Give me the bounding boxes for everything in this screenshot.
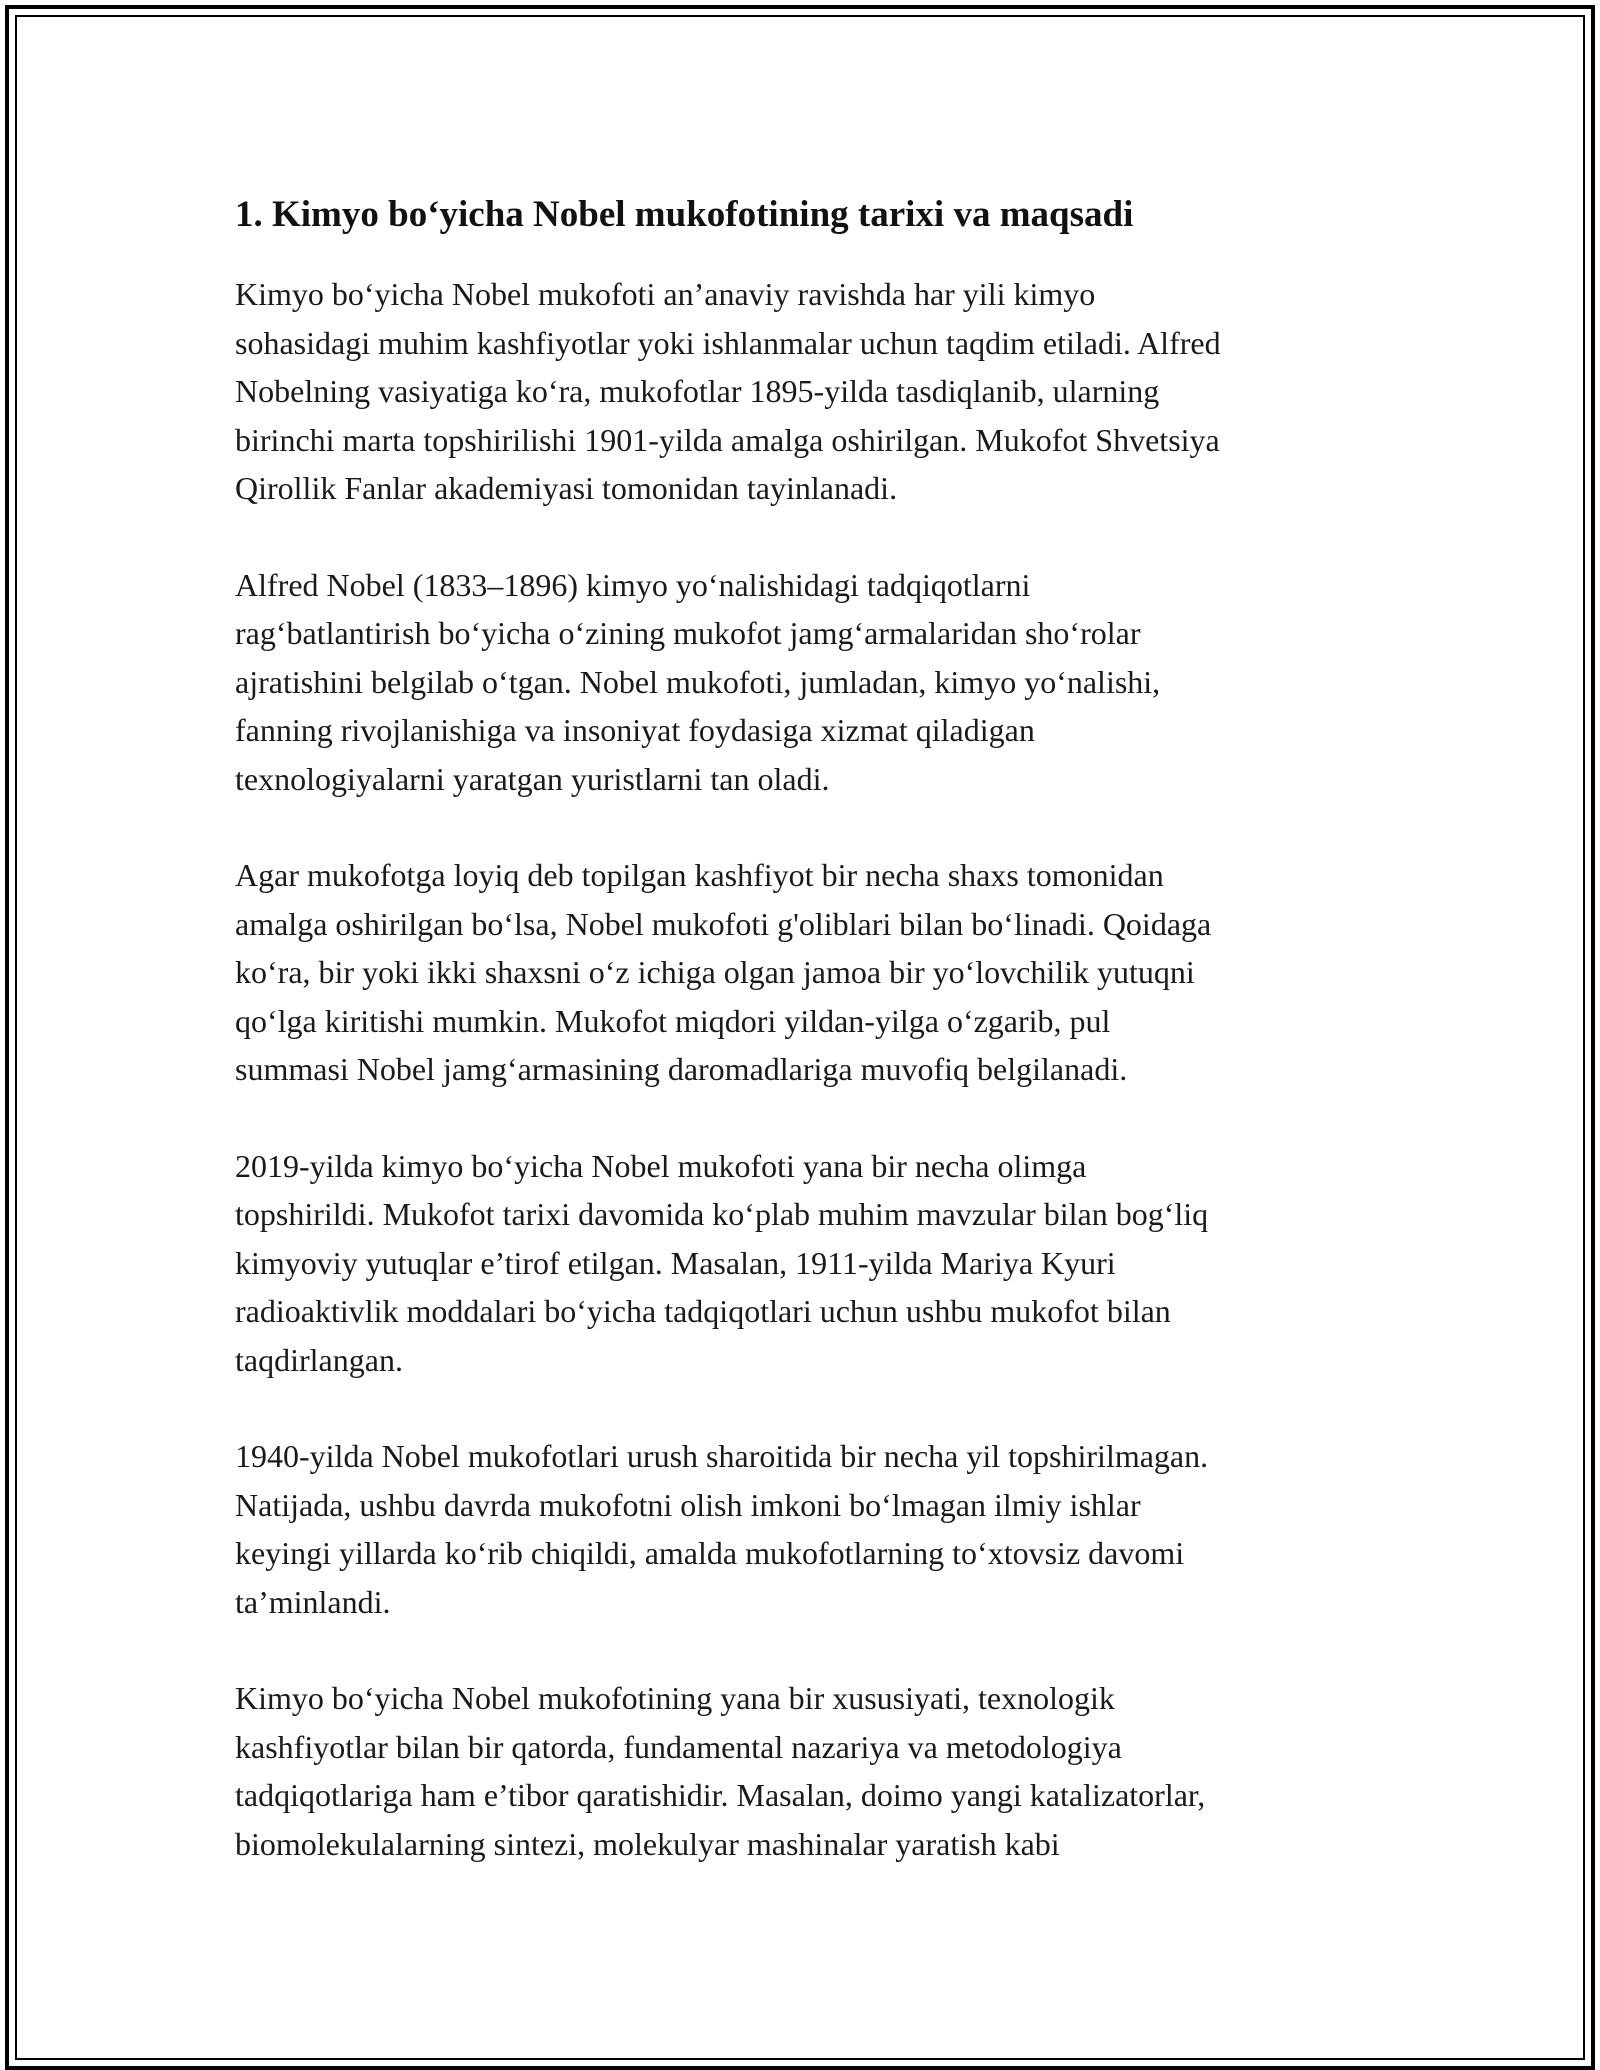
paragraph-1: [235, 270, 1375, 513]
text-line: Kimyo bo‘yicha Nobel mukofotining yana bir xususiyati, texnologik: [235, 1680, 1115, 1716]
text-line: 2019-yilda kimyo bo‘yicha Nobel mukofoti yana bir necha olimga: [235, 1147, 1087, 1184]
text-line: sohasidagi muhim kashfiyotlar yoki ishlanmalar uchun taqdim etiladi. Alfred: [235, 324, 1221, 361]
section-heading: 1. Kimyo bo‘yicha Nobel mukofotining tarixi va maqsadi: [235, 194, 1134, 235]
paragraph-2: [235, 561, 1375, 804]
text-line: summasi Nobel jamg‘armasining daromadlariga muvofiq belgilanadi.: [235, 1051, 1128, 1087]
text-line: kimyoviy yutuqlar e’tirof etilgan. Masalan, 1911-yilda Mariya Kyuri: [235, 1244, 1116, 1281]
text-line: topshirildi. Mukofot tarixi davomida ko‘plab muhim mavzular bilan bog‘liq: [235, 1196, 1209, 1232]
text-line: Alfred Nobel (1833–1896) kimyo yo‘nalishidagi tadqiqotlarni: [235, 566, 1031, 603]
paragraph-3: [235, 851, 1375, 1094]
text-line: keyingi yillarda ko‘rib chiqildi, amalda mukofotlarning to‘xtovsiz davomi: [235, 1535, 1185, 1571]
text-line: kashfiyotlar bilan bir qatorda, fundamental nazariya va metodologiya: [235, 1728, 1122, 1765]
text-line: Agar mukofotga loyiq deb topilgan kashfiyot bir necha shaxs tomonidan: [235, 857, 1164, 893]
text-line: ko‘ra, bir yoki ikki shaxsni o‘z ichiga olgan jamoa bir yo‘lovchilik yutuqni: [235, 954, 1195, 990]
text-line: biomolekulalarning sintezi, molekulyar mashinalar yaratish kabi: [235, 1825, 1060, 1862]
text-line: qo‘lga kiritishi mumkin. Mukofot miqdori yildan-yilga o‘zgarib, pul: [235, 1002, 1111, 1039]
paragraph-6: [235, 1674, 1375, 1868]
text-line: birinchi marta topshirilishi 1901-yilda amalga oshirilgan. Mukofot Shvetsiya: [235, 421, 1220, 458]
text-line: Natijada, ushbu davrda mukofotni olish imkoni bo‘lmagan ilmiy ishlar: [235, 1486, 1141, 1523]
text-line: Qirollik Fanlar akademiyasi tomonidan tayinlanadi.: [235, 470, 898, 506]
paragraph-4: [235, 1142, 1375, 1385]
document-body: [235, 186, 1375, 1916]
text-line: taqdirlangan.: [235, 1341, 403, 1378]
text-line: radioaktivlik moddalari bo‘yicha tadqiqotlari uchun ushbu mukofot bilan: [235, 1293, 1171, 1329]
text-line: texnologiyalarni yaratgan yuristlarni tan oladi.: [235, 760, 830, 797]
text-line: Kimyo bo‘yicha Nobel mukofoti an’anaviy ravishda har yili kimyo: [235, 276, 1096, 312]
paragraph-5: [235, 1432, 1375, 1626]
text-line: rag‘batlantirish bo‘yicha o‘zining mukofot jamg‘armalaridan sho‘rolar: [235, 615, 1141, 651]
text-line: fanning rivojlanishiga va insoniyat foydasiga xizmat qiladigan: [235, 712, 1035, 748]
text-line: ta’minlandi.: [235, 1583, 391, 1620]
text-line: Nobelning vasiyatiga ko‘ra, mukofotlar 1895-yilda tasdiqlanib, ularning: [235, 373, 1160, 409]
text-line: 1940-yilda Nobel mukofotlari urush sharoitida bir necha yil topshirilmagan.: [235, 1438, 1209, 1474]
text-line: amalga oshirilgan bo‘lsa, Nobel mukofoti g'oliblari bilan bo‘linadi. Qoidaga: [235, 905, 1212, 942]
text-line: ajratishini belgilab o‘tgan. Nobel mukofoti, jumladan, kimyo yo‘nalishi,: [235, 663, 1161, 700]
text-line: tadqiqotlariga ham e’tibor qaratishidir. Masalan, doimo yangi katalizatorlar,: [235, 1777, 1206, 1813]
